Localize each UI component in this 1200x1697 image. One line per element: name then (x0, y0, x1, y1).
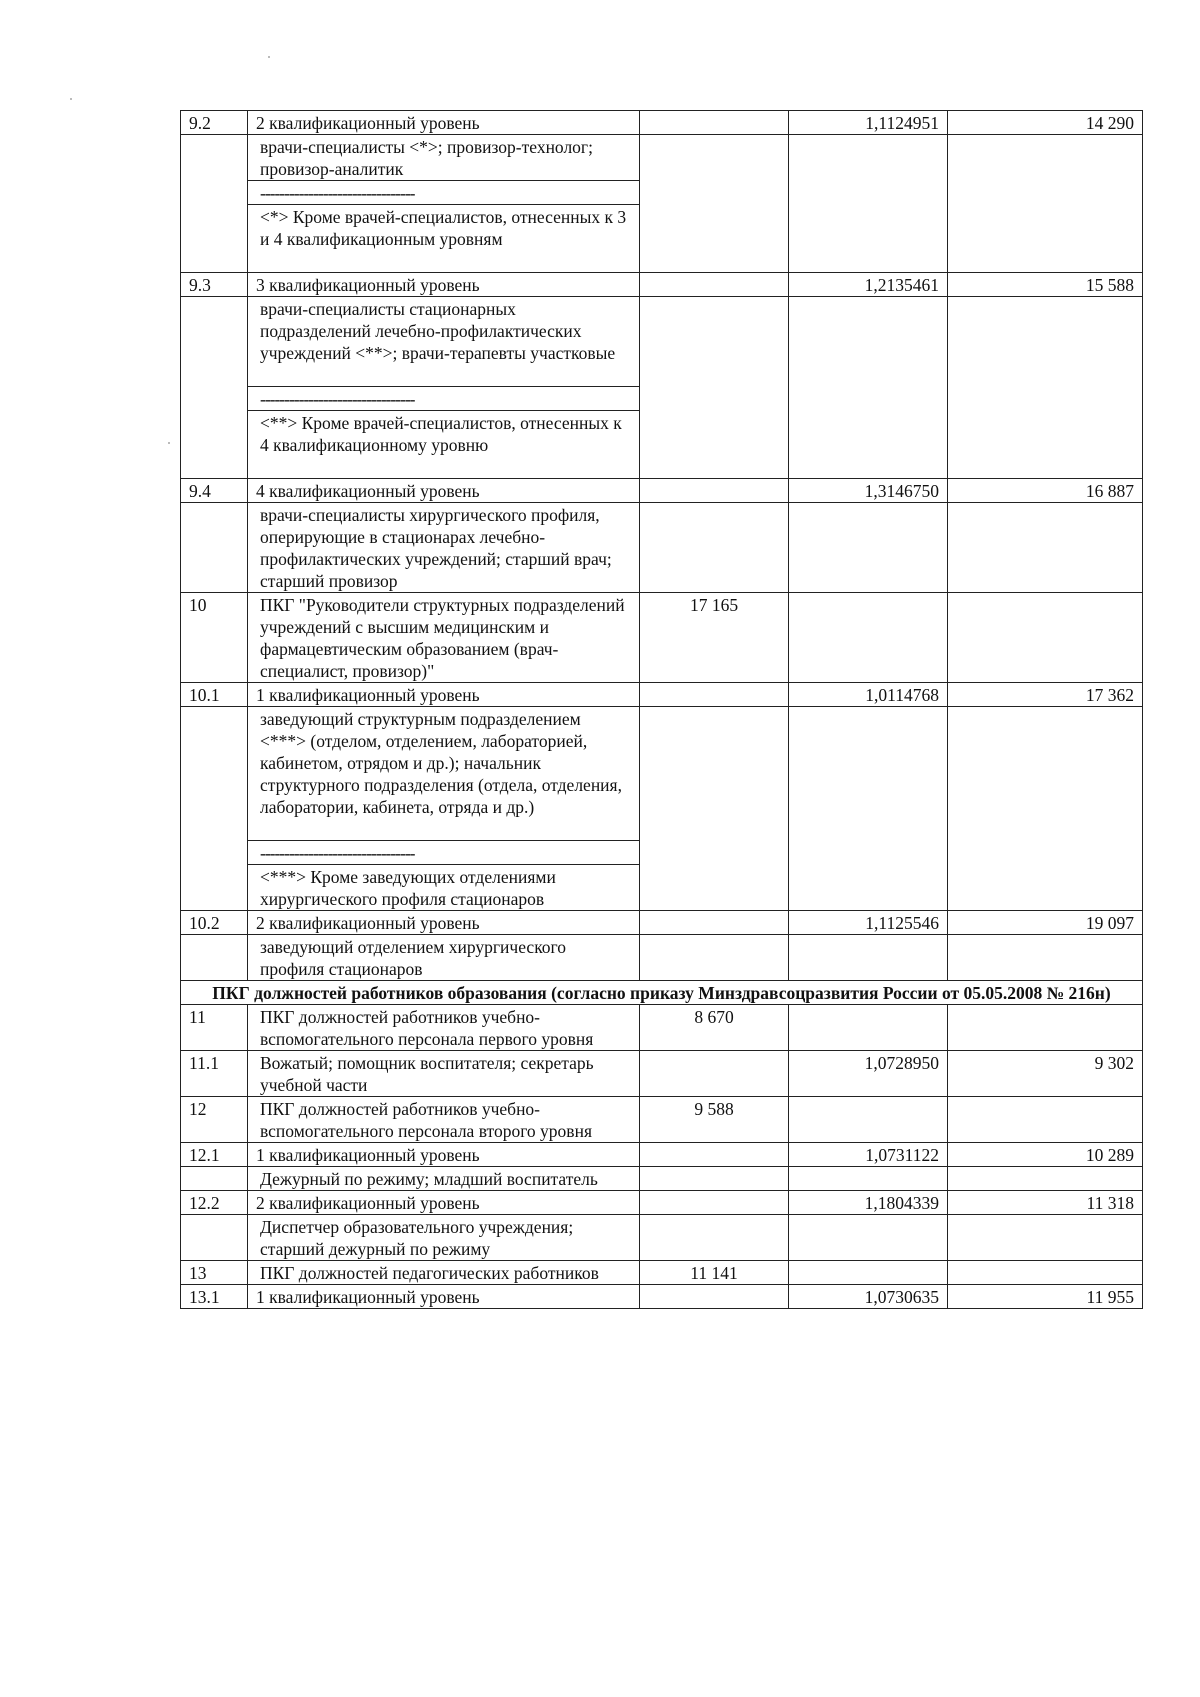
position-list: врачи-специалисты <*>; провизор-технолог; провизор-аналитик (248, 135, 639, 181)
position-list: заведующий отделением хирургического профиля стационаров (248, 935, 640, 981)
footnote: <*> Кроме врачей-специалистов, отнесенных к 3 и 4 квалификационным уровням (260, 207, 627, 249)
row-subcontent (248, 707, 640, 911)
table-row (181, 707, 1143, 911)
position-list: врачи-специалисты хирургического профиля, оперирующие в стационарах лечебно-профилактических учреждений; старший врач; старший провизор (248, 503, 640, 593)
footnote-separator: -------------------------------- (248, 181, 639, 205)
salary-cell: 11 318 (948, 1191, 1143, 1215)
salary-cell (948, 1005, 1143, 1051)
footnote: <**> Кроме врачей-специалистов, отнесенных к 4 квалификационному уровню (260, 413, 622, 455)
row-title: 2 квалификационный уровень (248, 111, 640, 135)
coefficient-cell: 1,1124951 (789, 111, 948, 135)
table-row (181, 1215, 1143, 1261)
row-number: 11.1 (181, 1051, 248, 1097)
table-row (181, 135, 1143, 273)
scan-speck (70, 98, 72, 100)
base-salary-cell: 17 165 (640, 593, 789, 683)
row-number: 12.1 (181, 1143, 248, 1167)
row-number: 10.2 (181, 911, 248, 935)
row-number: 13.1 (181, 1285, 248, 1309)
row-number: 12.2 (181, 1191, 248, 1215)
table-row (181, 1261, 1143, 1285)
row-title: 4 квалификационный уровень (248, 479, 640, 503)
table-row (181, 1051, 1143, 1097)
coefficient-cell: 1,0728950 (789, 1051, 948, 1097)
table-row (181, 1143, 1143, 1167)
coefficient-cell: 1,3146750 (789, 479, 948, 503)
table-row (181, 273, 1143, 297)
coefficient-cell: 1,0730635 (789, 1285, 948, 1309)
row-subcontent (248, 297, 640, 479)
table-row (181, 593, 1143, 683)
row-subcontent (248, 135, 640, 273)
salary-cell: 15 588 (948, 273, 1143, 297)
row-number: 9.4 (181, 479, 248, 503)
coefficient-cell (789, 1097, 948, 1143)
position-list: Диспетчер образовательного учреждения; старший дежурный по режиму (248, 1215, 640, 1261)
table-row (181, 935, 1143, 981)
table-row (181, 1285, 1143, 1309)
row-title: ПКГ "Руководители структурных подразделений учреждений с высшим медицинским и фармацевтическим образованием (врач-специалист, провизор)" (248, 593, 640, 683)
base-salary-cell (640, 683, 789, 707)
row-title: 1 квалификационный уровень (248, 1285, 640, 1309)
table-row (181, 1097, 1143, 1143)
footnote-separator: -------------------------------- (248, 841, 639, 865)
row-title: ПКГ должностей работников учебно-вспомогательного персонала первого уровня (248, 1005, 640, 1051)
row-number: 11 (181, 1005, 248, 1051)
coefficient-cell: 1,0731122 (789, 1143, 948, 1167)
base-salary-cell (640, 1191, 789, 1215)
salary-cell: 11 955 (948, 1285, 1143, 1309)
base-salary-cell: 8 670 (640, 1005, 789, 1051)
row-title: ПКГ должностей педагогических работников (248, 1261, 640, 1285)
row-number: 10 (181, 593, 248, 683)
table-row (181, 1167, 1143, 1191)
position-list: заведующий структурным подразделением <***> (отделом, отделением, лабораторией, кабинетом, отрядом и др.); начальник структурного подразделения (отдела, отделения, лаборатории, кабинета, отряда и др.) (248, 707, 639, 841)
salary-cell: 16 887 (948, 479, 1143, 503)
row-title: 1 квалификационный уровень (248, 683, 640, 707)
coefficient-cell: 1,2135461 (789, 273, 948, 297)
footnote: <***> Кроме заведующих отделениями хирургического профиля стационаров (260, 867, 556, 909)
salary-cell (948, 593, 1143, 683)
table-row (181, 1191, 1143, 1215)
salary-cell (948, 1097, 1143, 1143)
scan-speck (268, 56, 270, 58)
row-number: 12 (181, 1097, 248, 1143)
row-number: 9.3 (181, 273, 248, 297)
table-row (181, 911, 1143, 935)
base-salary-cell (640, 273, 789, 297)
row-number: 9.2 (181, 111, 248, 135)
table-row (181, 683, 1143, 707)
row-title: 3 квалификационный уровень (248, 273, 640, 297)
scan-speck (168, 442, 170, 444)
base-salary-cell (640, 111, 789, 135)
coefficient-cell (789, 1261, 948, 1285)
base-salary-cell (640, 1143, 789, 1167)
section-row (181, 981, 1143, 1005)
salary-cell: 9 302 (948, 1051, 1143, 1097)
salary-cell: 10 289 (948, 1143, 1143, 1167)
row-title: Вожатый; помощник воспитателя; секретарь учебной части (248, 1051, 640, 1097)
salary-cell (948, 1261, 1143, 1285)
row-title: ПКГ должностей работников учебно-вспомогательного персонала второго уровня (248, 1097, 640, 1143)
salary-cell: 19 097 (948, 911, 1143, 935)
table-row (181, 503, 1143, 593)
base-salary-cell (640, 1051, 789, 1097)
salary-cell: 14 290 (948, 111, 1143, 135)
row-title: 1 квалификационный уровень (248, 1143, 640, 1167)
table-row (181, 1005, 1143, 1051)
base-salary-cell: 9 588 (640, 1097, 789, 1143)
table-row (181, 297, 1143, 479)
coefficient-cell (789, 593, 948, 683)
position-list: Дежурный по режиму; младший воспитатель (248, 1167, 640, 1191)
base-salary-cell (640, 1285, 789, 1309)
base-salary-cell (640, 911, 789, 935)
salary-cell: 17 362 (948, 683, 1143, 707)
row-number: 13 (181, 1261, 248, 1285)
base-salary-cell: 11 141 (640, 1261, 789, 1285)
coefficient-cell: 1,1125546 (789, 911, 948, 935)
section-heading: ПКГ должностей работников образования (согласно приказу Минздравсоцразвития России от 05.05.2008 № 216н) (181, 981, 1143, 1005)
table-row (181, 111, 1143, 135)
row-number: 10.1 (181, 683, 248, 707)
table-row (181, 479, 1143, 503)
coefficient-cell: 1,0114768 (789, 683, 948, 707)
position-list: врачи-специалисты стационарных подразделений лечебно-профилактических учреждений <**>; врачи-терапевты участковые (248, 297, 639, 387)
base-salary-cell (640, 479, 789, 503)
coefficient-cell: 1,1804339 (789, 1191, 948, 1215)
coefficient-cell (789, 1005, 948, 1051)
footnote-separator: -------------------------------- (248, 387, 639, 411)
row-title: 2 квалификационный уровень (248, 1191, 640, 1215)
salary-table (180, 110, 1143, 1309)
row-title: 2 квалификационный уровень (248, 911, 640, 935)
